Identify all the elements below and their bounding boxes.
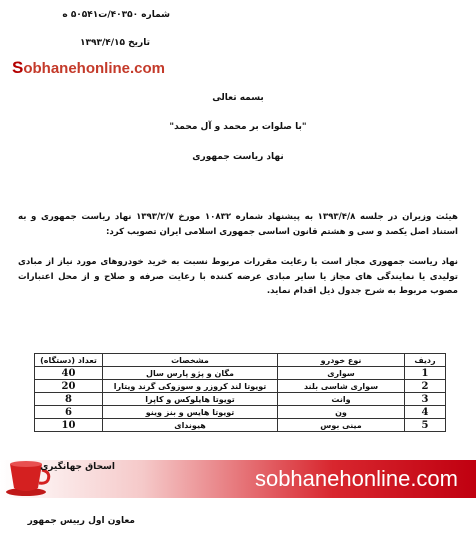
specifications: تویوتا هایلوکس و کاپرا xyxy=(103,393,278,406)
count: 20 xyxy=(35,380,103,393)
table-row xyxy=(35,380,446,393)
specifications: تویوتا لند کروزر و سوزوکی گرند ویتارا xyxy=(103,380,278,393)
table-header-row xyxy=(35,354,446,367)
specifications: هیوندای xyxy=(103,419,278,432)
row-number: 5 xyxy=(405,419,446,432)
specifications: مگان و پژو پارس سال xyxy=(103,367,278,380)
salawat: "با صلوات بر محمد و آل محمد" xyxy=(169,122,307,132)
column-header-vehicle-type: نوع خودرو xyxy=(278,354,405,367)
row-number: 2 xyxy=(405,380,446,393)
signatory-name: اسحاق جهانگیری xyxy=(40,462,115,472)
watermark-top: Sobhanehonline.com xyxy=(12,58,166,77)
table-row xyxy=(35,367,446,380)
row-number: 4 xyxy=(405,406,446,419)
vehicle-type: ون xyxy=(278,406,405,419)
signatory-title: معاون اول رییس جمهور xyxy=(27,516,135,526)
letter-date: تاریخ ۱۳۹۳/۴/۱۵ xyxy=(80,38,150,48)
recipient: نهاد ریاست جمهوری xyxy=(192,152,284,162)
vehicle-type: وانت xyxy=(278,393,405,406)
count: 40 xyxy=(35,367,103,380)
banner-site-name: sobhanehonline.com xyxy=(254,466,458,491)
row-number: 3 xyxy=(405,393,446,406)
teacup-icon xyxy=(4,446,52,498)
count: 6 xyxy=(35,406,103,419)
column-header-row-number: ردیف xyxy=(405,354,446,367)
vehicle-type: سواری xyxy=(278,367,405,380)
count: 8 xyxy=(35,393,103,406)
letter-number: شماره ۴۰۳۵۰/ت۵۰۵۴۱ ه xyxy=(62,10,170,20)
table-row xyxy=(35,406,446,419)
column-header-specifications: مشخصات xyxy=(103,354,278,367)
row-number: 1 xyxy=(405,367,446,380)
table-row xyxy=(35,419,446,432)
vehicle-type: سواری شاسی بلند xyxy=(278,380,405,393)
paragraph-authorization: نهاد ریاست جمهوری مجاز است با رعایت مقررات مربوط نسبت به خرید خودروهای مورد نیاز از مبادی تولیدی یا نمایندگی های مجاز یا سایر مبادی عرضه کننده با رعایت صرفه و صلاح و از محل اعتبارات مصوب مربوط به شرح جدول ذیل اقدام نماید. xyxy=(18,257,458,296)
specifications: تویوتا هایس و بنز وینو xyxy=(103,406,278,419)
column-header-count: تعداد (دستگاه) xyxy=(35,354,103,367)
vehicle-table xyxy=(34,353,446,432)
vehicle-type: مینی بوس xyxy=(278,419,405,432)
bismillah: بسمه تعالی xyxy=(212,93,264,103)
paragraph-decision: هیئت وزیران در جلسه ۱۳۹۳/۴/۸ به پیشنهاد شماره ۱۰۸۳۲ مورخ ۱۳۹۳/۲/۷ نهاد ریاست جمهوری و به استناد اصل یکصد و سی و هشتم قانون اساسی جمهوری اسلامی ایران تصویب کرد: xyxy=(18,212,458,237)
count: 10 xyxy=(35,419,103,432)
table-row xyxy=(35,393,446,406)
